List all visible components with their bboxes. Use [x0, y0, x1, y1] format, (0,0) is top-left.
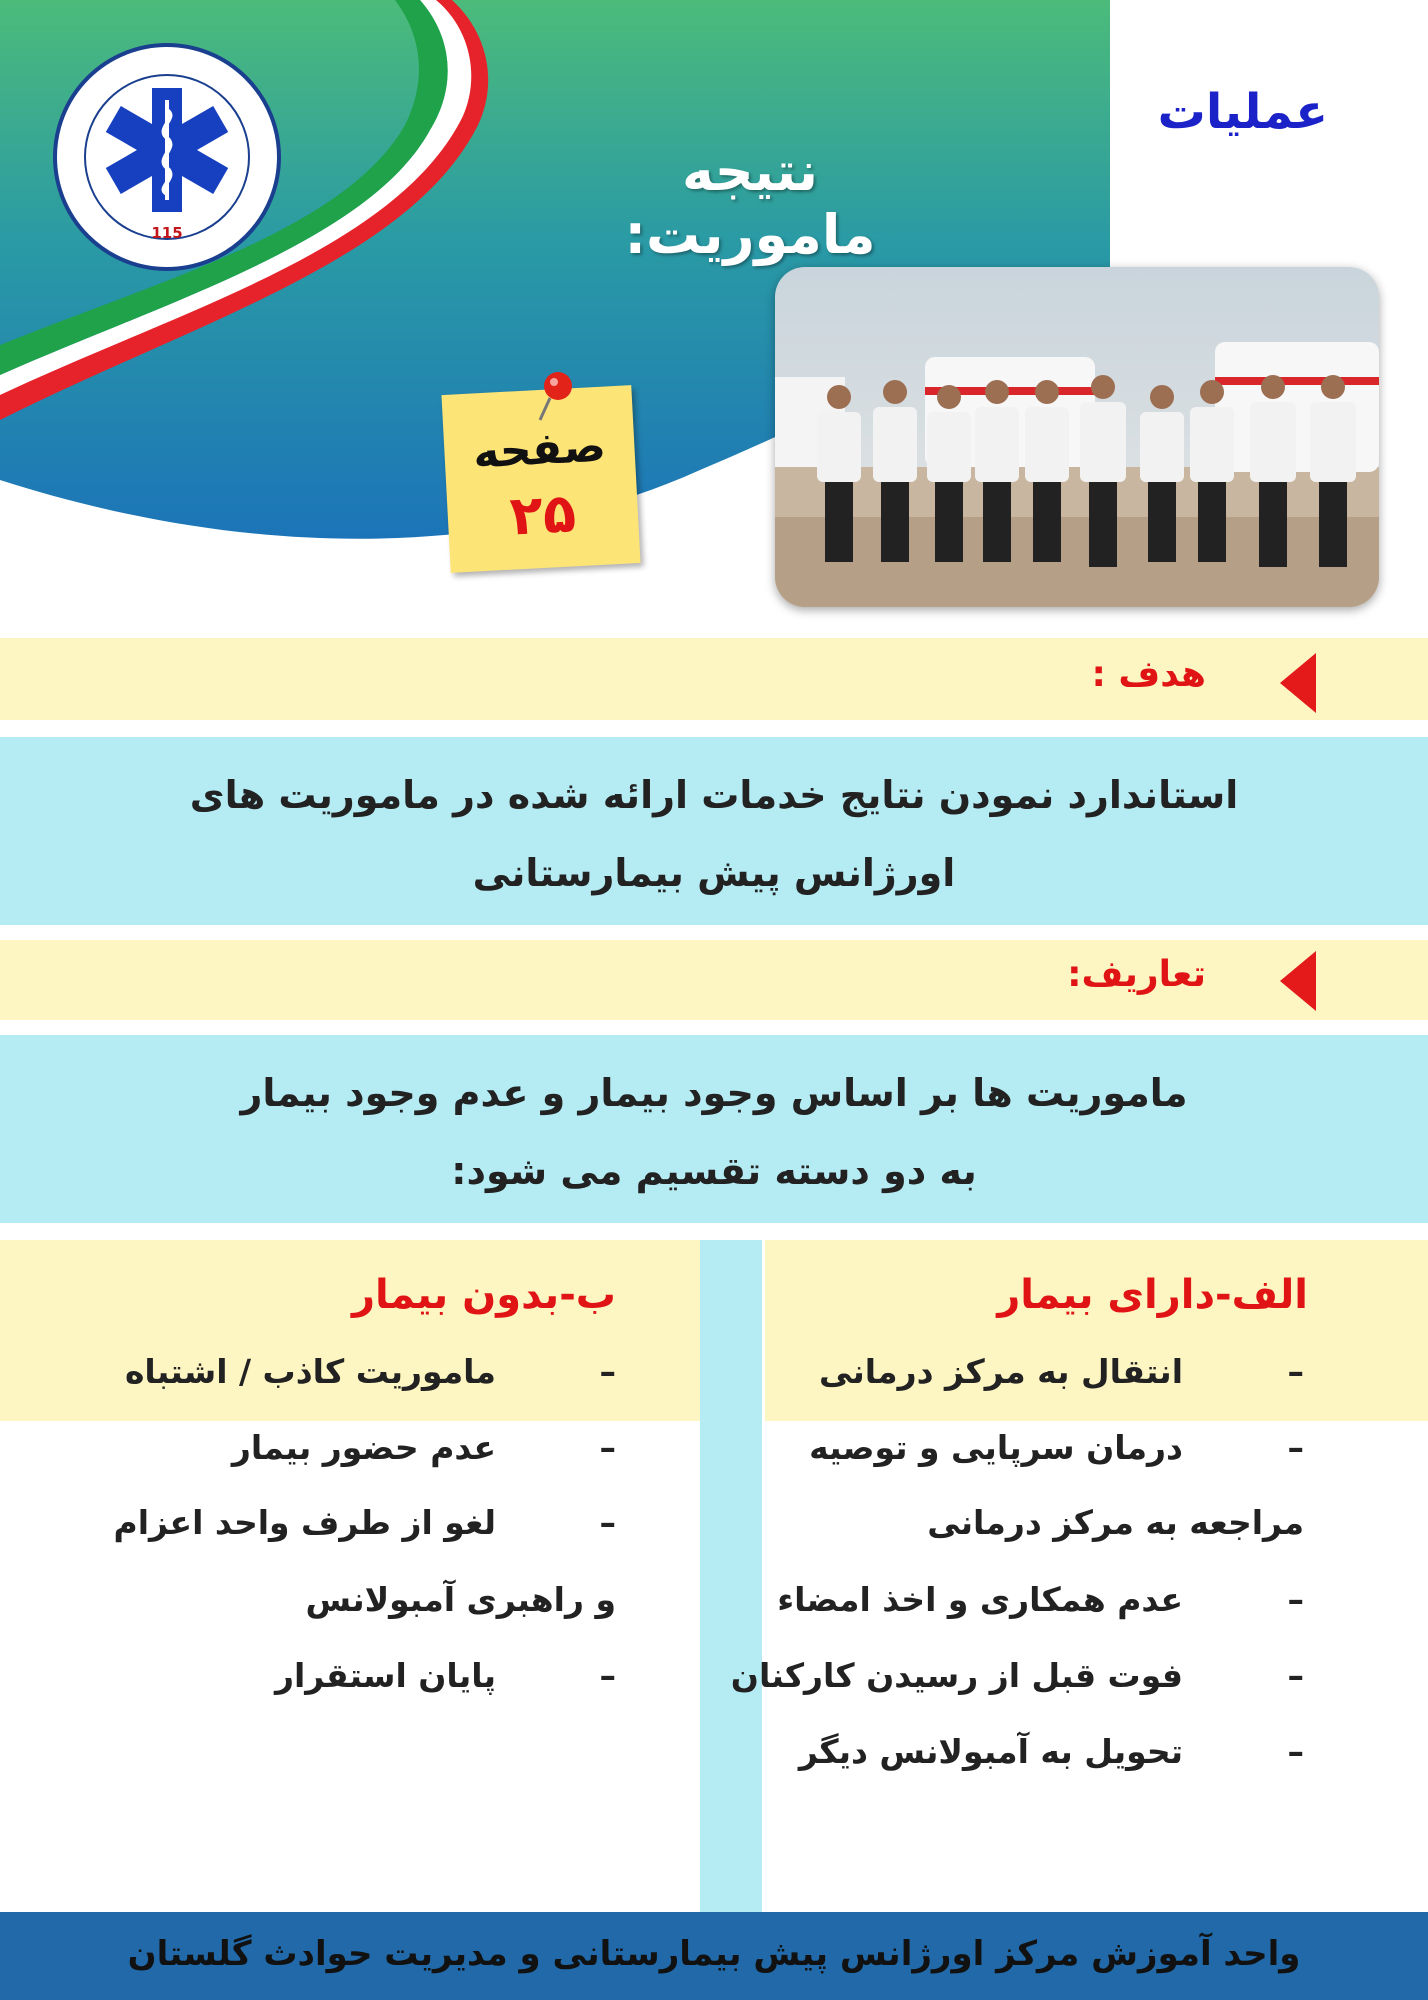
goal-label: هدف : — [1091, 654, 1206, 695]
dash-bullet: – — [1287, 1352, 1304, 1391]
with-patient-item-3: عدم همکاری و اخذ امضاء — [777, 1580, 1183, 1619]
dash-bullet: – — [1287, 1428, 1304, 1467]
goal-text-line-1: استاندارد نمودن نتایج خدمات ارائه شده در ماموریت های — [189, 773, 1239, 817]
with-patient-item-1: انتقال به مرکز درمانی — [818, 1352, 1183, 1391]
footer-text: واحد آموزش مرکز اورژانس پیش بیمارستانی و مدیریت حوادث گلستان — [127, 1934, 1301, 1974]
goal-header-band — [0, 638, 1428, 720]
svg-text:115: 115 — [151, 224, 183, 242]
with-patient-item-5: تحویل به آمبولانس دیگر — [798, 1732, 1183, 1771]
with-patient-item-2-cont: مراجعه به مرکز درمانی — [927, 1503, 1304, 1542]
with-patient-item-2: درمان سرپایی و توصیه — [809, 1428, 1183, 1467]
dash-bullet: – — [1287, 1732, 1304, 1771]
with-patient-title: الف-دارای بیمار — [997, 1272, 1308, 1318]
dash-bullet: – — [1287, 1580, 1304, 1619]
dash-bullet: – — [1287, 1656, 1304, 1695]
push-pin-icon — [536, 368, 576, 428]
definitions-header-band — [0, 940, 1428, 1020]
without-patient-item-1: ماموریت کاذب / اشتباه — [124, 1352, 496, 1391]
page-label: صفحه — [471, 420, 607, 479]
dash-bullet: – — [599, 1503, 616, 1542]
dash-bullet: – — [599, 1352, 616, 1391]
definitions-label: تعاریف: — [1067, 954, 1206, 995]
without-patient-item-3-cont: و راهبری آمبولانس — [305, 1580, 616, 1619]
without-patient-item-4: پایان استقرار — [274, 1656, 496, 1695]
without-patient-header-band — [0, 1240, 700, 1421]
dash-bullet: – — [599, 1428, 616, 1467]
without-patient-title: ب-بدون بیمار — [351, 1272, 616, 1318]
caret-left-icon — [1280, 951, 1316, 1011]
team-photo — [775, 267, 1379, 607]
without-patient-item-2: عدم حضور بیمار — [231, 1428, 496, 1467]
ems-logo — [52, 42, 282, 272]
column-divider — [700, 1240, 762, 1920]
with-patient-item-4: فوت قبل از رسیدن کارکنان — [730, 1656, 1183, 1695]
definitions-text-line-1: ماموریت ها بر اساس وجود بیمار و عدم وجود بیمار — [240, 1071, 1188, 1115]
caret-left-icon — [1280, 653, 1316, 713]
dash-bullet: – — [599, 1656, 616, 1695]
page-number: ۲۵ — [508, 481, 578, 548]
definitions-text-line-2: به دو دسته تقسیم می شود: — [451, 1149, 977, 1193]
with-patient-header-band — [765, 1240, 1428, 1421]
page-title: نتیجه ماموریت: — [624, 140, 876, 266]
section-label: عملیات — [1157, 84, 1328, 140]
goal-text-line-2: اورژانس پیش بیمارستانی — [472, 851, 956, 895]
without-patient-item-3: لغو از طرف واحد اعزام — [113, 1503, 496, 1542]
